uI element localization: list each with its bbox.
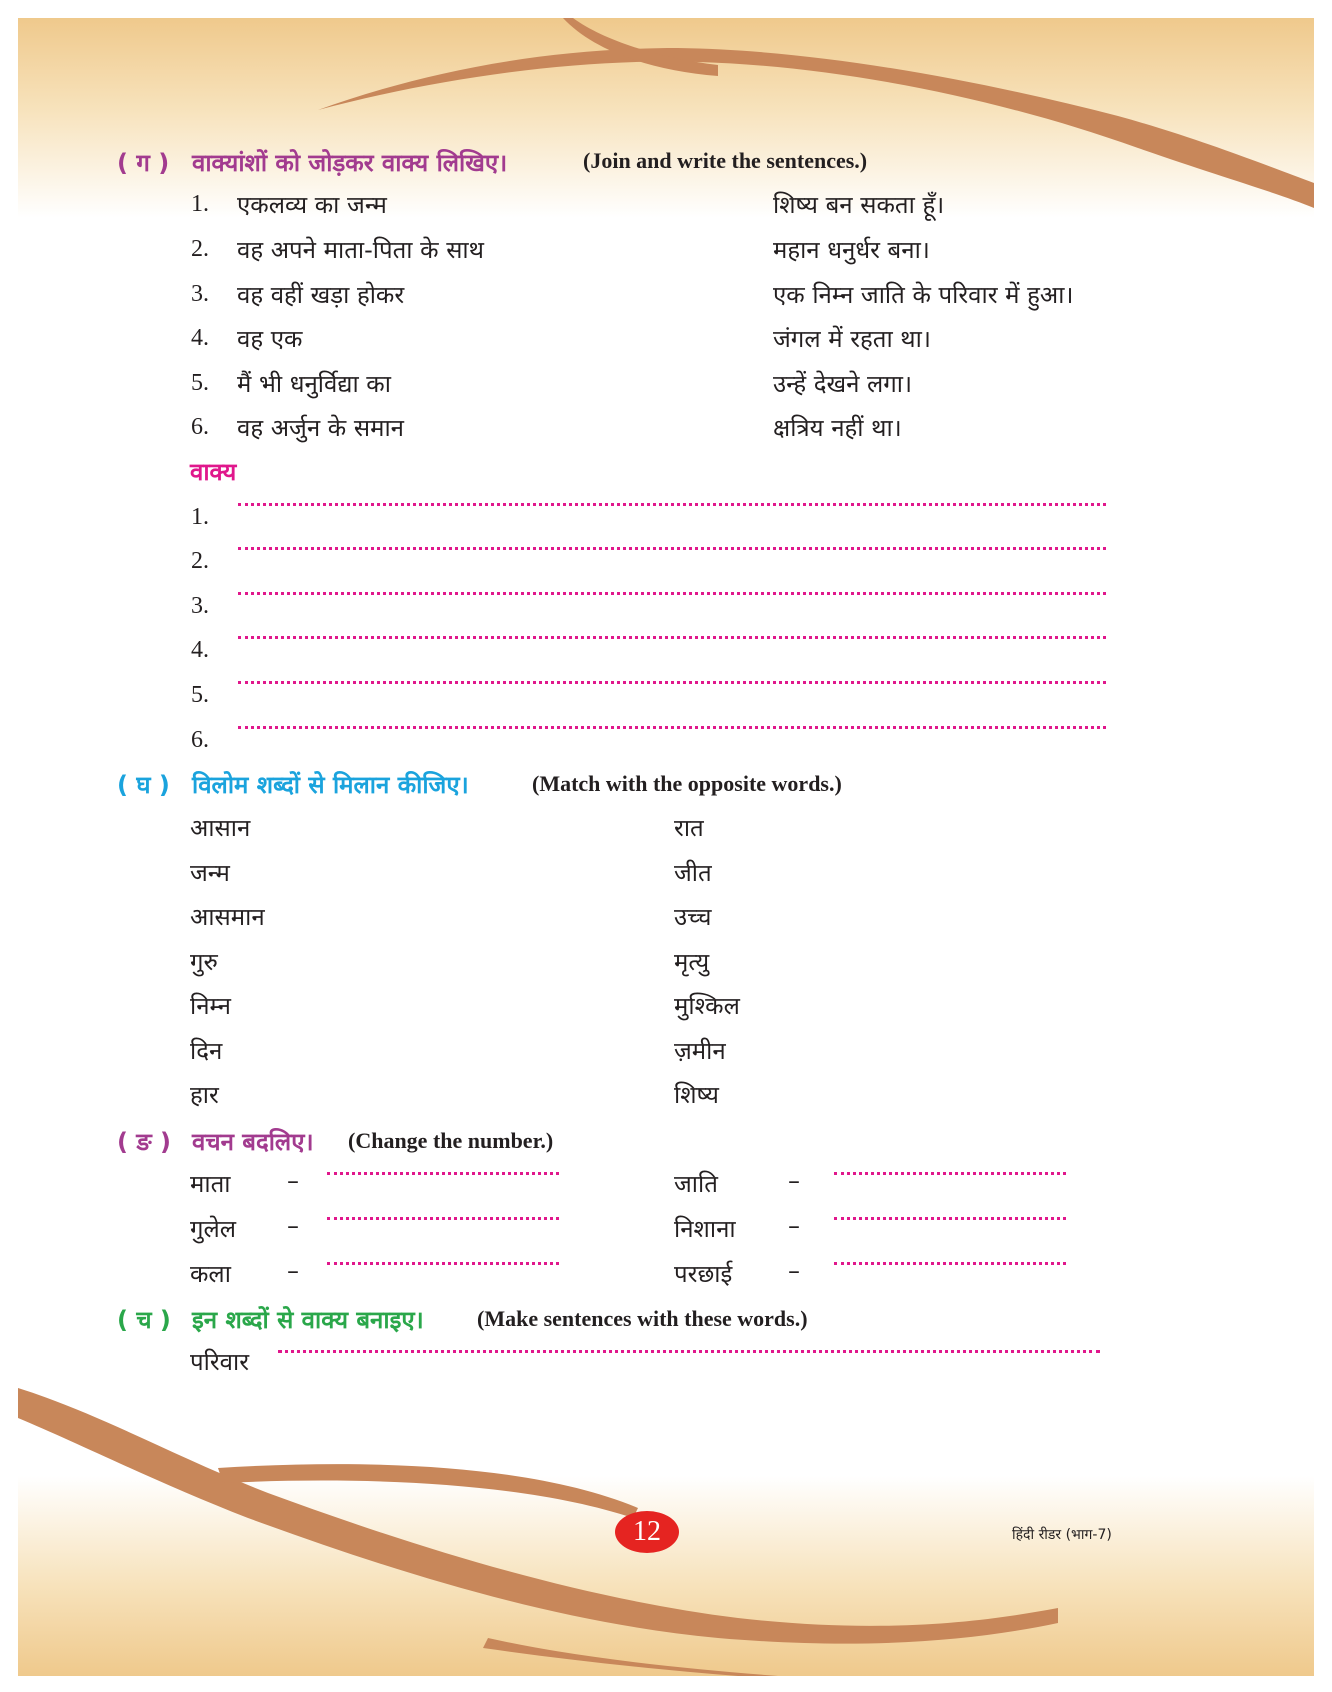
page <box>18 18 1314 1676</box>
phrase-left: वह एक <box>237 325 303 353</box>
section-gh-title: विलोम शब्दों से मिलान कीजिए। <box>192 771 469 799</box>
match-right-word: मुश्किल <box>674 992 740 1020</box>
match-right-word: मृत्यु <box>674 948 710 976</box>
number-word: निशाना <box>674 1215 736 1243</box>
phrase-left: वह अर्जुन के समान <box>237 414 404 442</box>
match-right-word: ज़मीन <box>674 1037 726 1065</box>
section-gh-label: ( घ ) <box>117 771 170 799</box>
number-word: माता <box>190 1170 231 1198</box>
top-branch <box>318 48 1314 208</box>
match-left-word: हार <box>190 1081 219 1109</box>
answer-line[interactable] <box>238 681 1106 684</box>
branch-decoration <box>18 18 1314 1676</box>
match-right-word: जीत <box>674 859 712 887</box>
answer-line[interactable] <box>834 1172 1066 1175</box>
bottom-branch <box>18 1388 1058 1644</box>
section-ch-label: ( च ) <box>117 1306 171 1334</box>
page-number-badge: 12 <box>615 1511 679 1553</box>
bottom-twig-2 <box>483 1638 778 1676</box>
answer-heading: वाक्य <box>190 458 237 486</box>
answer-line[interactable] <box>834 1262 1066 1265</box>
dash: – <box>788 1167 800 1195</box>
phrase-number: 1. <box>191 191 209 217</box>
number-word: गुलेल <box>190 1215 237 1243</box>
phrase-number: 4. <box>191 325 209 351</box>
answer-line[interactable] <box>238 547 1106 550</box>
answer-number: 2. <box>191 548 209 574</box>
section-gh-english-instruction: (Match with the opposite words.) <box>532 771 842 796</box>
phrase-left: वह अपने माता-पिता के साथ <box>237 236 484 264</box>
answer-line[interactable] <box>327 1172 559 1175</box>
number-word: परछाई <box>674 1260 733 1288</box>
phrase-left: मैं भी धनुर्विद्या का <box>237 370 391 398</box>
section-ch-english-instruction: (Make sentences with these words.) <box>477 1306 808 1331</box>
phrase-left: वह वहीं खड़ा होकर <box>237 281 405 309</box>
match-left-word: दिन <box>190 1037 223 1065</box>
section-ng-label: ( ङ ) <box>117 1128 171 1156</box>
phrase-right: जंगल में रहता था। <box>773 325 931 353</box>
phrase-right: उन्हें देखने लगा। <box>773 370 913 398</box>
book-title-footer: हिंदी रीडर (भाग-7) <box>1012 1527 1112 1543</box>
dash: – <box>788 1212 800 1240</box>
answer-line[interactable] <box>327 1262 559 1265</box>
answer-line[interactable] <box>238 503 1106 506</box>
match-right-word: शिष्य <box>674 1081 719 1109</box>
top-twig <box>563 18 718 76</box>
sentence-word: परिवार <box>190 1348 250 1376</box>
answer-line[interactable] <box>834 1217 1066 1220</box>
answer-number: 5. <box>191 682 209 708</box>
dash: – <box>287 1167 299 1195</box>
number-word: कला <box>190 1260 231 1288</box>
dash: – <box>287 1257 299 1285</box>
answer-line[interactable] <box>238 726 1106 729</box>
section-ng-english-instruction: (Change the number.) <box>348 1128 554 1153</box>
answer-line[interactable] <box>238 592 1106 595</box>
phrase-right: एक निम्न जाति के परिवार में हुआ। <box>773 281 1074 309</box>
section-g-title: वाक्यांशों को जोड़कर वाक्य लिखिए। <box>192 149 508 177</box>
match-right-word: रात <box>674 814 704 842</box>
phrase-right: क्षत्रिय नहीं था। <box>773 414 902 442</box>
phrase-right: शिष्य बन सकता हूँ। <box>773 191 945 219</box>
match-left-word: आसमान <box>190 903 265 931</box>
dash: – <box>788 1257 800 1285</box>
phrase-right: महान धनुर्धर बना। <box>773 236 930 264</box>
match-left-word: आसान <box>190 814 251 842</box>
dash: – <box>287 1212 299 1240</box>
phrase-number: 2. <box>191 236 209 262</box>
answer-number: 4. <box>191 637 209 663</box>
match-right-word: उच्च <box>674 903 712 931</box>
phrase-number: 6. <box>191 414 209 440</box>
section-g-label: ( ग ) <box>117 149 170 177</box>
section-ch-title: इन शब्दों से वाक्य बनाइए। <box>192 1306 424 1334</box>
answer-number: 1. <box>191 504 209 530</box>
answer-line[interactable] <box>238 636 1106 639</box>
match-left-word: निम्न <box>190 992 231 1020</box>
phrase-number: 5. <box>191 370 209 396</box>
answer-line[interactable] <box>327 1217 559 1220</box>
section-ng-title: वचन बदलिए। <box>192 1128 314 1156</box>
section-g-english-instruction: (Join and write the sentences.) <box>583 148 868 173</box>
phrase-left: एकलव्य का जन्म <box>237 191 387 219</box>
phrase-number: 3. <box>191 281 209 307</box>
answer-line[interactable] <box>278 1350 1100 1353</box>
answer-number: 3. <box>191 593 209 619</box>
answer-number: 6. <box>191 727 209 753</box>
match-left-word: जन्म <box>190 859 230 887</box>
match-left-word: गुरु <box>190 948 218 976</box>
number-word: जाति <box>674 1170 718 1198</box>
